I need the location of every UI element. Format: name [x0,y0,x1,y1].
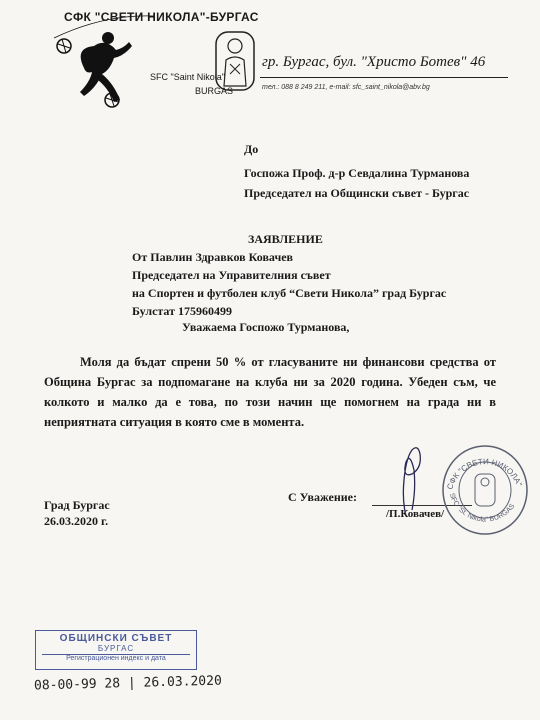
registration-stamp-city: БУРГАС [97,644,135,653]
handwritten-signature-icon [372,440,445,520]
club-name-en: SFC "Saint Nikola" [150,72,225,82]
salutation: Уважаема Госпожо Турманова, [182,320,350,334]
club-round-stamp-icon [440,442,530,537]
statement-bulstat: Булстат 175960499 [132,304,233,318]
svg-text:SFC "St. Nikola" BURGAS [448,492,517,523]
round-stamp-bottom-text: SFC "St. Nikola" BURGAS [447,492,517,524]
registration-stamp-title: ОБЩИНСКИ СЪВЕТ [59,633,173,644]
statement-role-line1: Председател на Управителния съвет [132,268,331,282]
club-city-en: BURGAS [195,86,234,96]
registration-number: 08-00-99 28 | 26.03.2020 [33,673,223,694]
round-stamp-top-text: СФК "СВЕТИ НИКОЛА" [445,457,524,491]
letterhead-rule [260,77,508,78]
registration-stamp-subtitle: Регистрационен индекс и дата [42,654,190,662]
club-contacts: тел.: 088 8 249 211, e-mail: sfc_saint_nikola@abv.bg [262,84,430,91]
body-paragraph: Моля да бъдат спрени 50 % от гласуваните ни финансови средства от Община Бургас за подпомагане на клуба ни за 2020 година. Убеден съм, че колкото и малко да е това, по този начин ще помогнем на града ни в неприятната ситуация в която сме в момента. [44,355,496,429]
club-address: гр. Бургас, бул. "Христо Ботев" 46 [262,54,486,70]
statement-role-line2: на Спортен и футболен клуб “Свети Никола” град Бургас [132,286,447,300]
addressee-name: Госпожа Проф. д-р Севдалина Турманова [244,166,470,180]
statement-from: От Павлин Здравков Ковачев [132,250,294,264]
saint-icon [214,30,256,92]
signatory-name: /П.Ковачев/ [386,508,445,520]
club-name-bg: СФК "СВЕТИ НИКОЛА"-БУРГАС [64,10,259,24]
closing-date: 26.03.2020 г. [44,514,109,528]
registration-stamp [35,630,197,670]
addressee-to: До [244,142,259,156]
closing-city: Град Бургас [44,498,110,512]
statement-title: ЗАЯВЛЕНИЕ [248,232,323,246]
closing-regards: С Уважение: [288,490,357,504]
addressee-position: Председател на Общински съвет - Бургас [244,186,470,200]
